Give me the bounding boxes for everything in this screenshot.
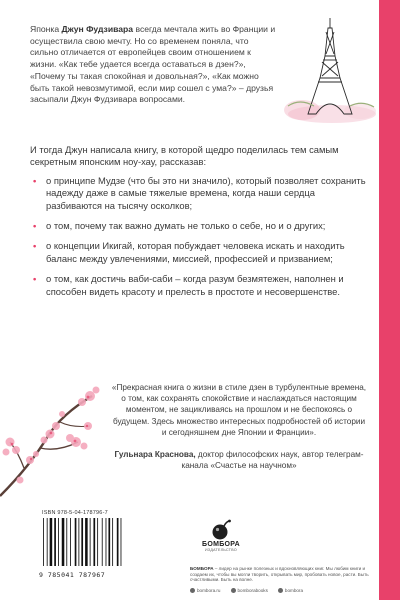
barcode-bar <box>78 518 79 566</box>
barcode-bar <box>97 518 98 566</box>
vk-icon <box>231 588 236 593</box>
barcode-bar <box>62 518 65 566</box>
barcode-bar <box>47 518 48 566</box>
intro-rest: всегда мечтала жить во Франции и осуществила свою мечту. Но со временем поняла, что сильно отличается от европейцев своим отношением к жизни. «Как тебе удается всегда оставаться в дзен?», «Почему ты такая спокойная и довольная?», «Как можно быть такой невозмутимой, если мир сошел с ума?» – друзья засыпали Джун Фудзивара вопросами. <box>30 24 276 105</box>
barcode-bar <box>90 518 91 566</box>
bullet-item: • о принципе Мудзе (что бы это ни значило), который позволяет сохранить надежду даже в самые тяжелые времена, когда наши сердца разбиваются на тысячу осколков; <box>33 174 366 211</box>
quote-author <box>110 449 368 471</box>
main-text <box>30 144 372 306</box>
barcode-bar <box>121 518 122 566</box>
barcode-bar <box>75 518 77 566</box>
telegram-icon <box>278 588 283 593</box>
intro-before-name: Японка <box>30 24 62 34</box>
publisher-info <box>190 566 378 583</box>
cherry-blossom-branch-illustration <box>0 356 105 506</box>
barcode-block <box>38 510 130 580</box>
barcode-bar <box>112 518 113 566</box>
bullet-dot-icon: • <box>33 220 37 232</box>
publisher-logo <box>196 519 246 557</box>
bullet-dot-icon: • <box>33 174 37 186</box>
barcode-bar <box>58 518 59 566</box>
review-quote <box>110 382 368 471</box>
barcode-bar <box>117 518 119 566</box>
barcode-bar <box>93 518 95 566</box>
spine-stripe <box>379 0 400 600</box>
lead-paragraph: И тогда Джун написала книгу, в которой щедро поделилась тем самым секретным японским ноу-хау, рассказав: <box>30 144 339 168</box>
barcode-bar <box>43 518 44 566</box>
bullet-dot-icon: • <box>33 273 37 285</box>
barcode-bar <box>66 518 67 566</box>
barcode-bar <box>54 518 56 566</box>
social-telegram: bombora <box>278 588 303 593</box>
barcode-bars <box>42 518 126 566</box>
publisher-subtitle: ИЗДАТЕЛЬСТВО <box>205 548 237 552</box>
barcode-bar <box>108 518 110 566</box>
publisher-info-bold: БОМБОРА <box>190 566 214 571</box>
social-website: bombora.ru <box>190 588 221 593</box>
barcode-bar <box>50 518 53 566</box>
author-name: Джун Фудзивара <box>61 24 134 34</box>
isbn-text: ISBN 978-5-04-178796-7 <box>42 510 108 516</box>
globe-icon <box>190 588 195 593</box>
barcode-bar <box>106 518 107 566</box>
bullet-list <box>30 175 372 298</box>
bullet-dot-icon: • <box>33 240 37 252</box>
bullet-item: • о том, как достичь ваби-саби – когда разум безмятежен, наполнен и способен видеть красоту и прелесть в простоте и несовершенстве. <box>33 273 344 297</box>
barcode-bar <box>70 518 71 566</box>
bomb-logo-icon <box>210 519 232 541</box>
quote-text: «Прекрасная книга о жизни в стиле дзен в турбулентные времена, о том, как сохранять спокойствие и наслаждаться настоящим моментом, не зацикливаясь на прошлом и не беспокоясь о будущем. Здесь множество интересных подробностей об истории и сегодняшнем дне Японии и Франции». <box>111 383 367 437</box>
intro-paragraph <box>30 24 278 106</box>
publisher-name: БОМБОРА <box>202 541 240 548</box>
publisher-info-text: – лидер на рынке полезных и вдохновляющих книг. Мы любим книги и создаем их, чтобы вы могли творить, открывать мир, пробовать новое, расти. Быть счастливыми. Быть на волне. <box>190 566 369 583</box>
barcode-bar <box>85 518 88 566</box>
publisher-socials <box>190 588 378 593</box>
social-vk: bomborabooks <box>231 588 268 593</box>
quote-author-name: Гульнара Краснова, <box>114 450 196 460</box>
barcode-bar <box>102 518 103 566</box>
bullet-item: • о том, почему так важно думать не только о себе, но и о других; <box>33 220 326 232</box>
bullet-item: • о концепции Икигай, которая побуждает человека искать и находить баланс между увлечениями, миссией, профессией и призванием; <box>33 240 345 264</box>
quote-author-role: доктор философских наук, автор телеграм-канала «Счастье на научном» <box>181 450 364 471</box>
barcode-digits: 9 785041 787967 <box>39 571 106 579</box>
barcode-bar <box>81 518 83 566</box>
eiffel-tower-illustration <box>280 14 378 126</box>
